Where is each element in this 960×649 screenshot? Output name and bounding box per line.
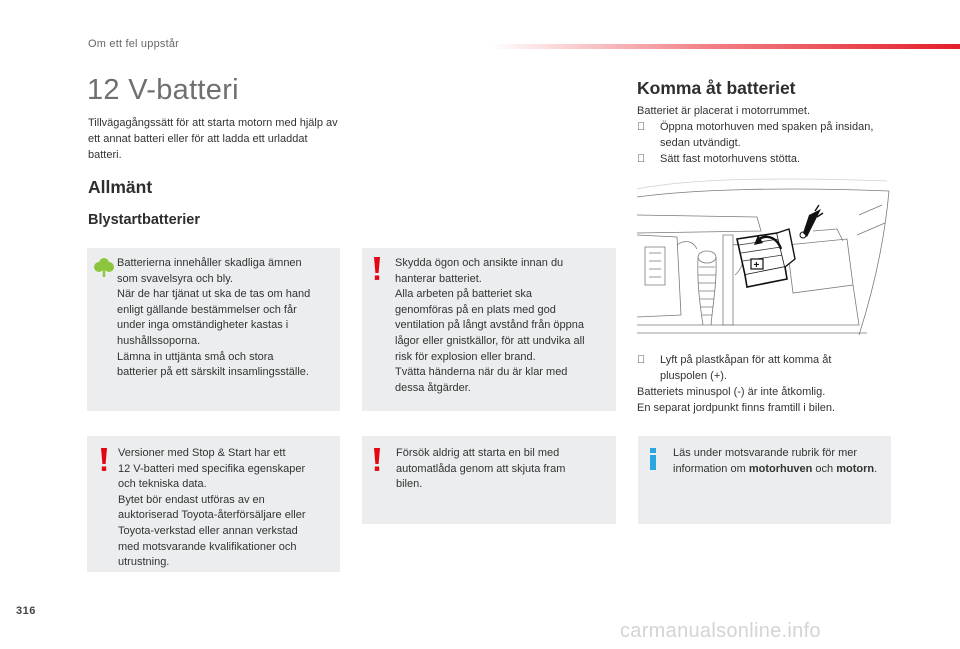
- link-text-hood: motorhuven: [748, 462, 813, 475]
- access-after-image: [637, 352, 877, 416]
- battery-cover-icon: [737, 229, 795, 287]
- step-text: Lyft på plastkåpan för att komma åt pluspolen (+).: [660, 354, 832, 382]
- info-box: [638, 436, 891, 524]
- heading-general: Allmänt: [88, 177, 153, 197]
- step-text: Öppna motorhuven med spaken på insidan, sedan utvändigt.: [660, 121, 874, 149]
- info-icon: [649, 448, 657, 470]
- eco-box: [87, 248, 340, 411]
- page-number: 316: [16, 605, 36, 617]
- step-item: [637, 119, 877, 151]
- warning-box-push: [362, 436, 616, 524]
- eco-box-text: Batterierna innehåller skadliga ämnen som svavelsyra och bly. När de har tjänat ut ska de tas om hand enligt gällande bestämmelser och får under inga omständigheter kastas i hushållssoporna. Lämna in uttjänta små och stora batterier på ett särskilt insamlingsställe.: [117, 257, 311, 379]
- plus-terminal-label: +: [753, 260, 760, 271]
- watermark: carmanualsonline.info: [620, 620, 821, 642]
- warning-push-text: Försök aldrig att starta en bil med automatlåda genom att skjuta fram bilen.: [396, 447, 566, 491]
- access-instructions: [637, 103, 877, 167]
- warning-exclamation-icon: [372, 448, 382, 472]
- pointer-arrow-icon: [800, 205, 823, 238]
- warning-protect-text: Skydda ögon och ansikte innan du hanterar batteriet. Alla arbeten på batteriet ska genomföras på en plats med god ventilation på långt avstånd från öppna lågor eller gnistkällor, för att undvika all risk för explosion eller brand. Tvätta händerna när du är klar med dessa åtgärder.: [395, 257, 585, 394]
- bullet-checkbox-icon: [637, 151, 660, 167]
- heading-access-battery: Komma åt batteriet: [637, 78, 796, 98]
- ground-point-note: En separat jordpunkt finns framtill i bilen.: [637, 402, 836, 414]
- page-title: 12 V-batteri: [87, 74, 239, 106]
- negative-terminal-note: Batteriets minuspol (-) är inte åtkomlig.: [637, 386, 826, 398]
- section-label: Om ett fel uppstår: [88, 38, 180, 50]
- bullet-checkbox-icon: [637, 352, 660, 384]
- info-box-text: Läs under motsvarande rubrik för mer information om motorhuven och motorn.: [673, 447, 878, 475]
- warning-exclamation-icon: [372, 257, 382, 281]
- warning-stopstart-text: Versioner med Stop & Start har ett 12 V-batteri med specifika egenskaper och tekniska data. Bytet bör endast utföras av en auktoriserad Toyota-återförsäljare eller Toyota-verkstad eller annan verkstad med motsvarande kvalifikationer och utrustning.: [118, 447, 306, 569]
- link-text-engine: motorn: [836, 462, 875, 475]
- tree-eco-icon: [93, 256, 115, 278]
- header-accent-bar: [490, 44, 960, 49]
- intro-text: Tillvägagångssätt för att starta motorn med hjälp av ett annat batteri eller för att ladda ett urladdat batteri.: [88, 117, 338, 161]
- subheading-lead-batteries: Blystartbatterier: [88, 212, 201, 228]
- step-item: [637, 151, 877, 167]
- battery-location-text: Batteriet är placerat i motorrummet.: [637, 105, 811, 117]
- warning-box-protect: [362, 248, 616, 411]
- step-item: [637, 352, 877, 384]
- step-text: Sätt fast motorhuvens stötta.: [660, 153, 801, 165]
- bullet-checkbox-icon: [637, 119, 660, 151]
- warning-exclamation-icon: [99, 448, 109, 472]
- warning-box-stopstart: [87, 436, 340, 572]
- engine-bay-illustration: [637, 175, 892, 345]
